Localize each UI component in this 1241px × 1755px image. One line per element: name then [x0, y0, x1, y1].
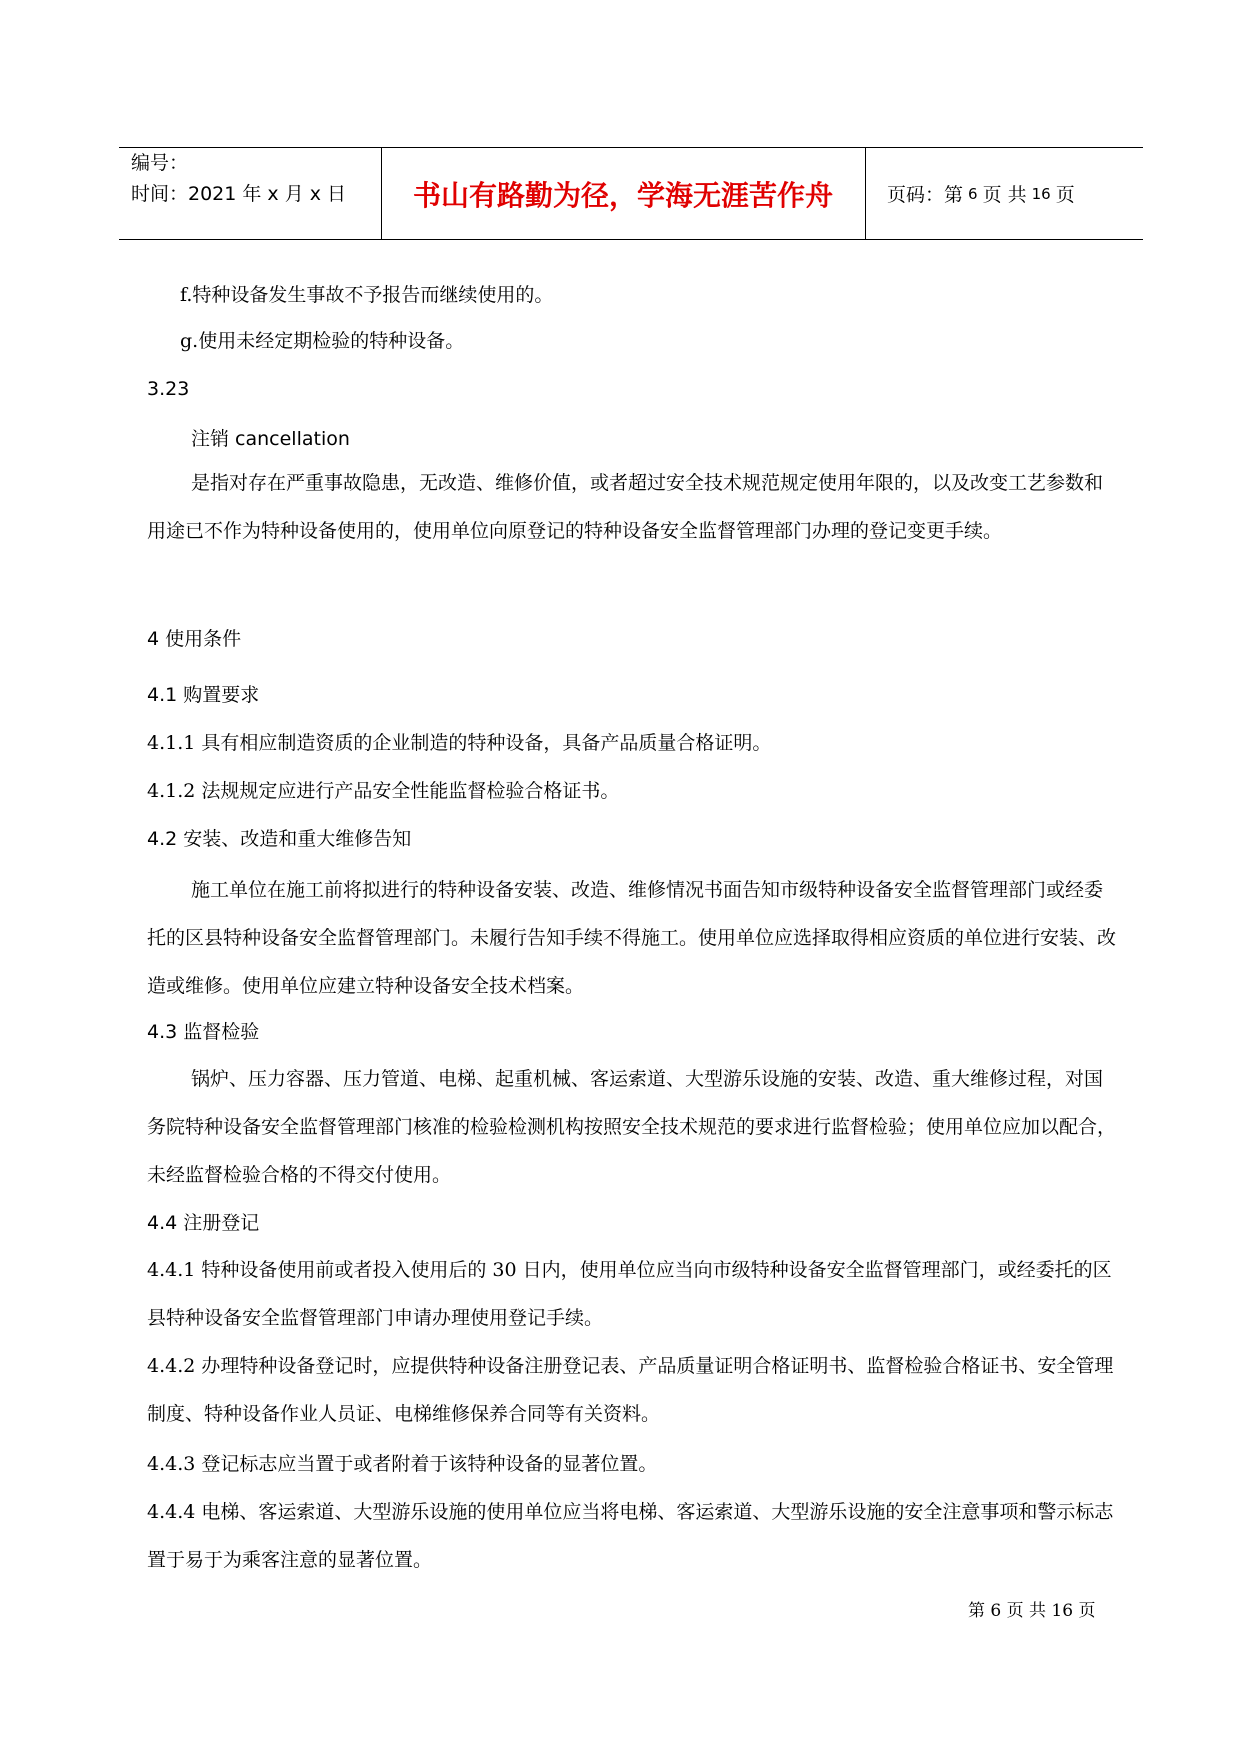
- page-total: 16: [1031, 184, 1051, 203]
- page-suffix: 页: [1055, 184, 1075, 206]
- section-4-4-3: 4.4.3 登记标志应当置于或者附着于该特种设备的显著位置。: [147, 1453, 658, 1475]
- page-prefix: 页码：第: [887, 184, 964, 206]
- page-mid: 页 共: [982, 184, 1027, 206]
- cancellation-term: 注销 cancellation: [191, 428, 350, 450]
- section-4-1-2: 4.1.2 法规规定应进行产品安全性能监督检验合格证书。: [147, 780, 620, 802]
- section-4-1-1: 4.1.1 具有相应制造资质的企业制造的特种设备，具备产品质量合格证明。: [147, 732, 772, 754]
- section-4-2-heading: 4.2 安装、改造和重大维修告知: [147, 828, 412, 850]
- cancellation-definition: 是指对存在严重事故隐患，无改造、维修价值，或者超过安全技术规范规定使用年限的，以及改变工艺参数和用途已不作为特种设备使用的，使用单位向原登记的特种设备安全监督管理部门办理的登记变更手续。: [147, 472, 1104, 542]
- section-4-4-4: 4.4.4 电梯、客运索道、大型游乐设施的使用单位应当将电梯、客运索道、大型游乐设施的安全注意事项和警示标志置于易于为乘客注意的显著位置。: [147, 1501, 1114, 1571]
- section-4-heading: 4 使用条件: [147, 628, 242, 650]
- page-number: 6: [968, 184, 978, 203]
- item-f: f.特种设备发生事故不予报告而继续使用的。: [180, 284, 554, 306]
- page-footer: 第 6 页 共 16 页: [968, 1601, 1096, 1621]
- item-g: g.使用未经定期检验的特种设备。: [180, 330, 465, 352]
- section-4-3-heading: 4.3 监督检验: [147, 1021, 260, 1043]
- header-left-cell: [131, 148, 381, 239]
- section-4-4-1: 4.4.1 特种设备使用前或者投入使用后的 30 日内，使用单位应当向市级特种设备安全监督管理部门，或经委托的区县特种设备安全监督管理部门申请办理使用登记手续。: [147, 1259, 1112, 1329]
- section-4-1-heading: 4.1 购置要求: [147, 684, 260, 706]
- section-4-4-2: 4.4.2 办理特种设备登记时，应提供特种设备注册登记表、产品质量证明合格证明书、监督检验合格证书、安全管理制度、特种设备作业人员证、电梯维修保养合同等有关资料。: [147, 1355, 1114, 1425]
- section-4-4-heading: 4.4 注册登记: [147, 1212, 260, 1234]
- document-time-label: 时间：2021 年 x 月 x 日: [131, 183, 347, 205]
- header-divider: [865, 148, 866, 239]
- header-page-info: [875, 148, 1143, 239]
- page-header: [119, 147, 1143, 240]
- section-4-2-text: 施工单位在施工前将拟进行的特种设备安装、改造、维修情况书面告知市级特种设备安全监督管理部门或经委托的区县特种设备安全监督管理部门。未履行告知手续不得施工。使用单位应选择取得相应资质的单位进行安装、改造或维修。使用单位应建立特种设备安全技术档案。: [147, 879, 1117, 997]
- section-4-3-text: 锅炉、压力容器、压力管道、电梯、起重机械、客运索道、大型游乐设施的安装、改造、重大维修过程，对国务院特种设备安全监督管理部门核准的检验检测机构按照安全技术规范的要求进行监督检验；使用单位应加以配合，未经监督检验合格的不得交付使用。: [147, 1068, 1117, 1186]
- section-3-23: 3.23: [147, 378, 190, 400]
- header-motto: 书山有路勤为径，学海无涯苦作舟: [412, 178, 833, 212]
- document-number-label: 编号：: [131, 152, 189, 174]
